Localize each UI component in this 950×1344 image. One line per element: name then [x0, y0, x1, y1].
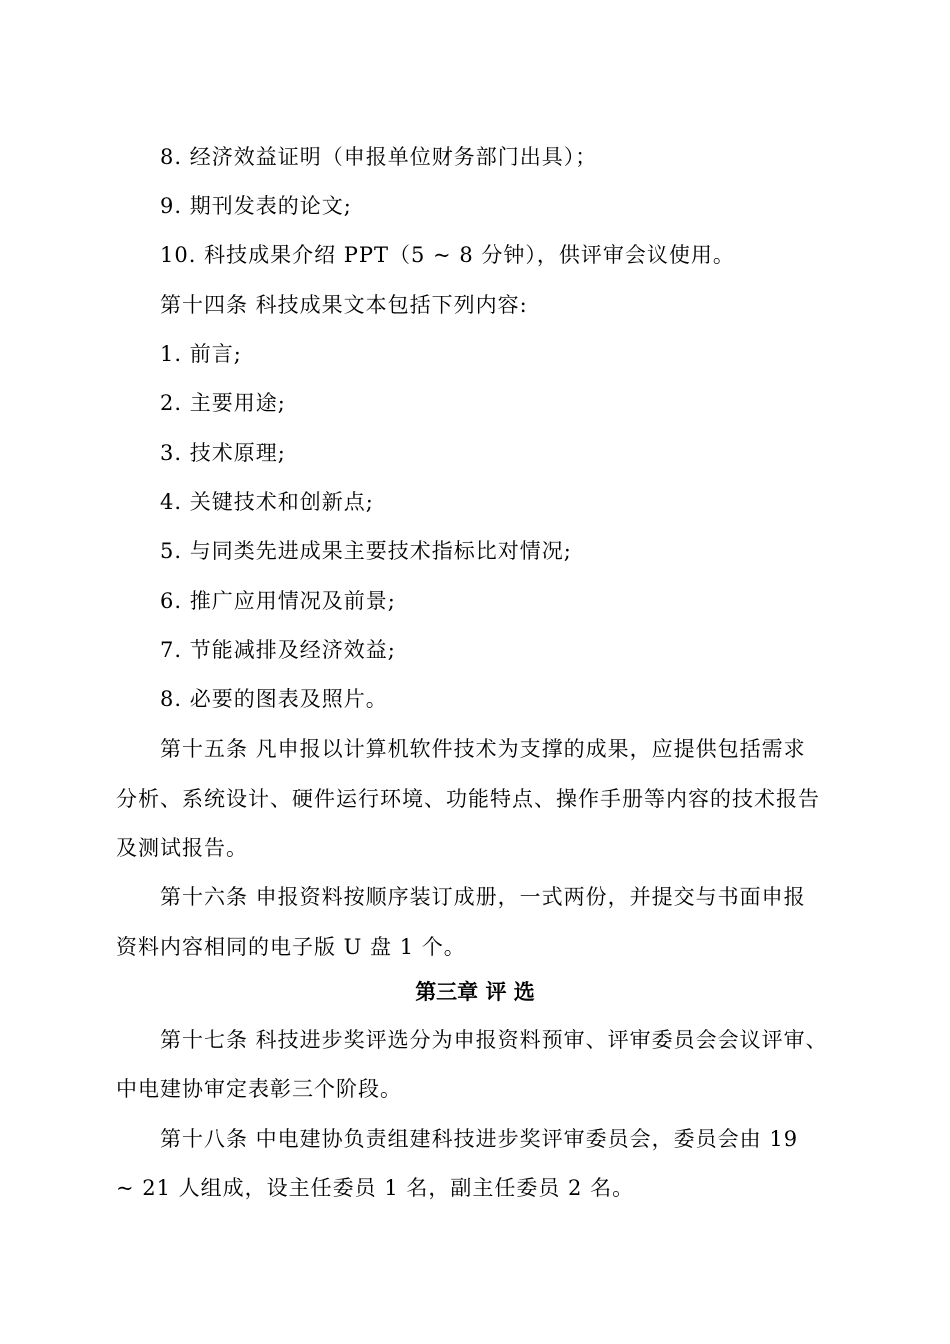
article-16-line-1: 第十六条 申报资料按顺序装订成册，一式两份，并提交与书面申报	[160, 885, 806, 909]
chapter-heading: 第三章 评 选	[415, 979, 535, 1004]
article-14: 第十四条 科技成果文本包括下列内容:	[160, 293, 528, 317]
list-item-4: 4. 关键技术和创新点;	[160, 490, 374, 514]
list-item-3: 3. 技术原理;	[160, 441, 286, 465]
article-18-line-2: ~ 21 人组成，设主任委员 1 名，副主任委员 2 名。	[116, 1176, 635, 1200]
list-item-6: 6. 推广应用情况及前景;	[160, 589, 396, 613]
article-18-line-1: 第十八条 中电建协负责组建科技进步奖评审委员会，委员会由 19	[160, 1127, 799, 1151]
article-15-line-2: 分析、系统设计、硬件运行环境、功能特点、操作手册等内容的技术报告	[116, 787, 820, 811]
article-15-line-1: 第十五条 凡申报以计算机软件技术为支撑的成果，应提供包括需求	[160, 737, 806, 761]
article-17-line-2: 中电建协审定表彰三个阶段。	[116, 1077, 402, 1101]
list-item-5: 5. 与同类先进成果主要技术指标比对情况;	[160, 539, 572, 563]
article-15-line-3: 及测试报告。	[116, 836, 248, 860]
article-16-line-2: 资料内容相同的电子版 U 盘 1 个。	[116, 935, 466, 959]
item-10-ppt: 10. 科技成果介绍 PPT（5 ~ 8 分钟），供评审会议使用。	[160, 243, 735, 267]
list-item-1: 1. 前言;	[160, 342, 242, 366]
list-item-2: 2. 主要用途;	[160, 391, 286, 415]
article-17-line-1: 第十七条 科技进步奖评选分为申报资料预审、评审委员会会议评审、	[160, 1028, 828, 1052]
list-item-8: 8. 必要的图表及照片。	[160, 687, 388, 711]
item-8-economic-proof: 8. 经济效益证明（申报单位财务部门出具）；	[160, 145, 598, 169]
item-9-papers: 9. 期刊发表的论文;	[160, 194, 352, 218]
list-item-7: 7. 节能减排及经济效益;	[160, 638, 396, 662]
